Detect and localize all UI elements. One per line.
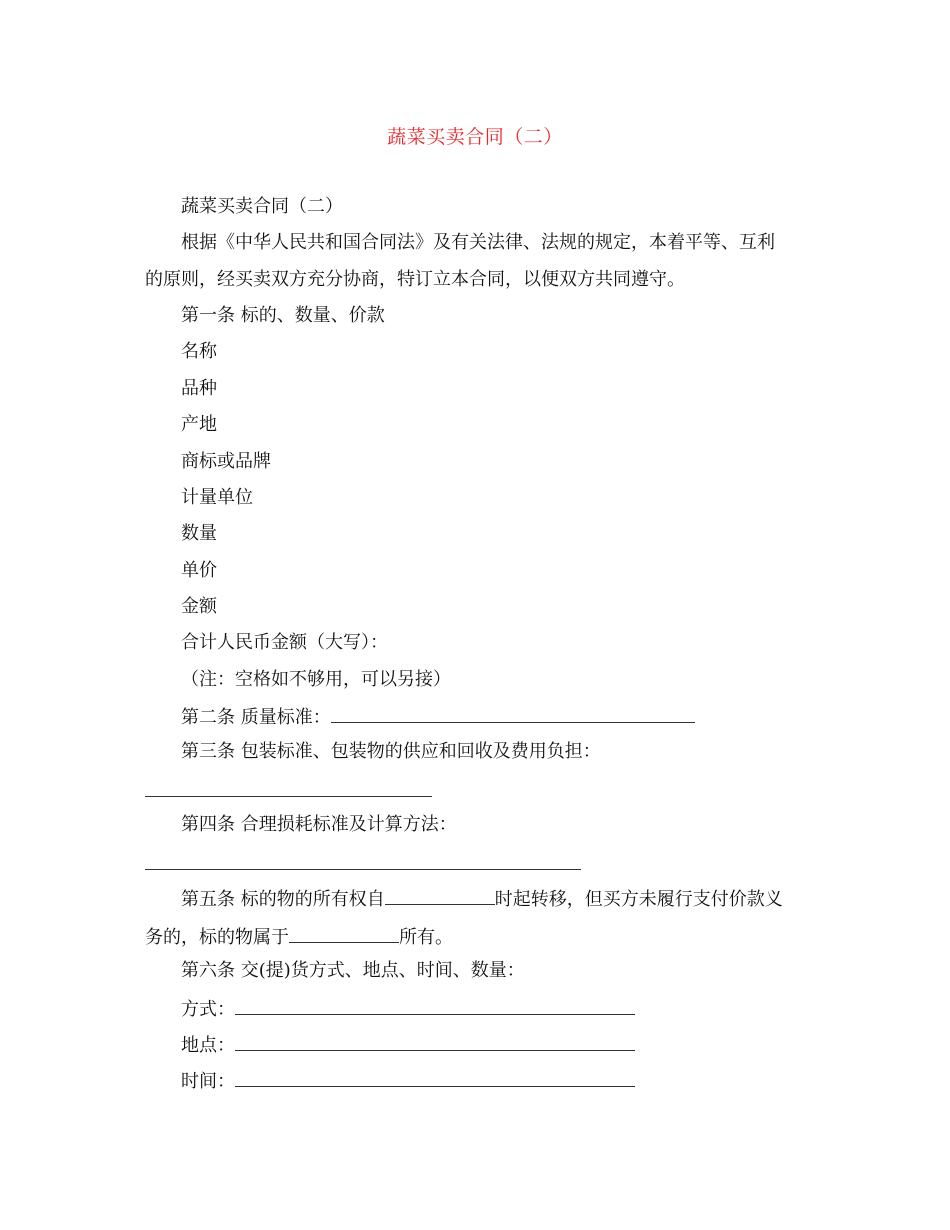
article-2-text: 第二条 质量标准： — [181, 707, 331, 728]
field-quantity: 数量 — [181, 523, 217, 544]
field-amount: 金额 — [181, 596, 217, 617]
article-5-text-b: 时起转移，但买方未履行支付价款义 — [494, 889, 783, 910]
delivery-method-blank[interactable] — [235, 996, 635, 1015]
delivery-place-line — [181, 1032, 635, 1058]
quality-standard-blank[interactable] — [331, 704, 695, 723]
loss-standard-blank[interactable] — [145, 869, 581, 870]
field-brand: 商标或品牌 — [181, 451, 271, 472]
article-5-text-d: 所有。 — [399, 927, 453, 948]
delivery-time-label: 时间： — [181, 1071, 235, 1092]
field-name: 名称 — [181, 341, 217, 362]
delivery-time-line — [181, 1068, 635, 1094]
article-4-text: 第四条 合理损耗标准及计算方法： — [181, 814, 457, 835]
article-5-text-a: 第五条 标的物的所有权自 — [181, 889, 385, 910]
note-text: （注：空格如不够用，可以另接） — [181, 669, 451, 690]
intro-paragraph-line2: 的原则，经买卖双方充分协商，特订立本合同，以便双方共同遵守。 — [145, 269, 685, 290]
article-1-heading: 第一条 标的、数量、价款 — [181, 305, 385, 326]
article-6-text: 第六条 交(提)货方式、地点、时间、数量： — [181, 960, 525, 981]
packaging-blank[interactable] — [145, 796, 432, 797]
delivery-method-line — [181, 996, 635, 1022]
field-unit: 计量单位 — [181, 487, 253, 508]
article-3-text: 第三条 包装标准、包装物的供应和回收及费用负担： — [181, 741, 601, 762]
ownership-owner-blank[interactable] — [289, 924, 399, 943]
field-origin: 产地 — [181, 414, 217, 435]
article-2-line — [181, 704, 695, 730]
field-unit-price: 单价 — [181, 560, 217, 581]
ownership-transfer-blank[interactable] — [385, 886, 495, 905]
delivery-place-blank[interactable] — [235, 1032, 635, 1051]
document-heading: 蔬菜买卖合同（二） — [181, 196, 343, 217]
article-5-line2 — [145, 924, 453, 950]
document-title: 蔬菜买卖合同（二） — [387, 126, 563, 148]
delivery-place-label: 地点： — [181, 1035, 235, 1056]
article-5-text-c: 务的，标的物属于 — [145, 927, 289, 948]
intro-paragraph-line1: 根据《中华人民共和国合同法》及有关法律、法规的规定，本着平等、互利 — [181, 232, 775, 253]
field-variety: 品种 — [181, 378, 217, 399]
delivery-method-label: 方式： — [181, 999, 235, 1020]
article-5-line1 — [181, 886, 783, 912]
total-amount-label: 合计人民币金额（大写）： — [181, 632, 388, 653]
delivery-time-blank[interactable] — [235, 1068, 635, 1087]
